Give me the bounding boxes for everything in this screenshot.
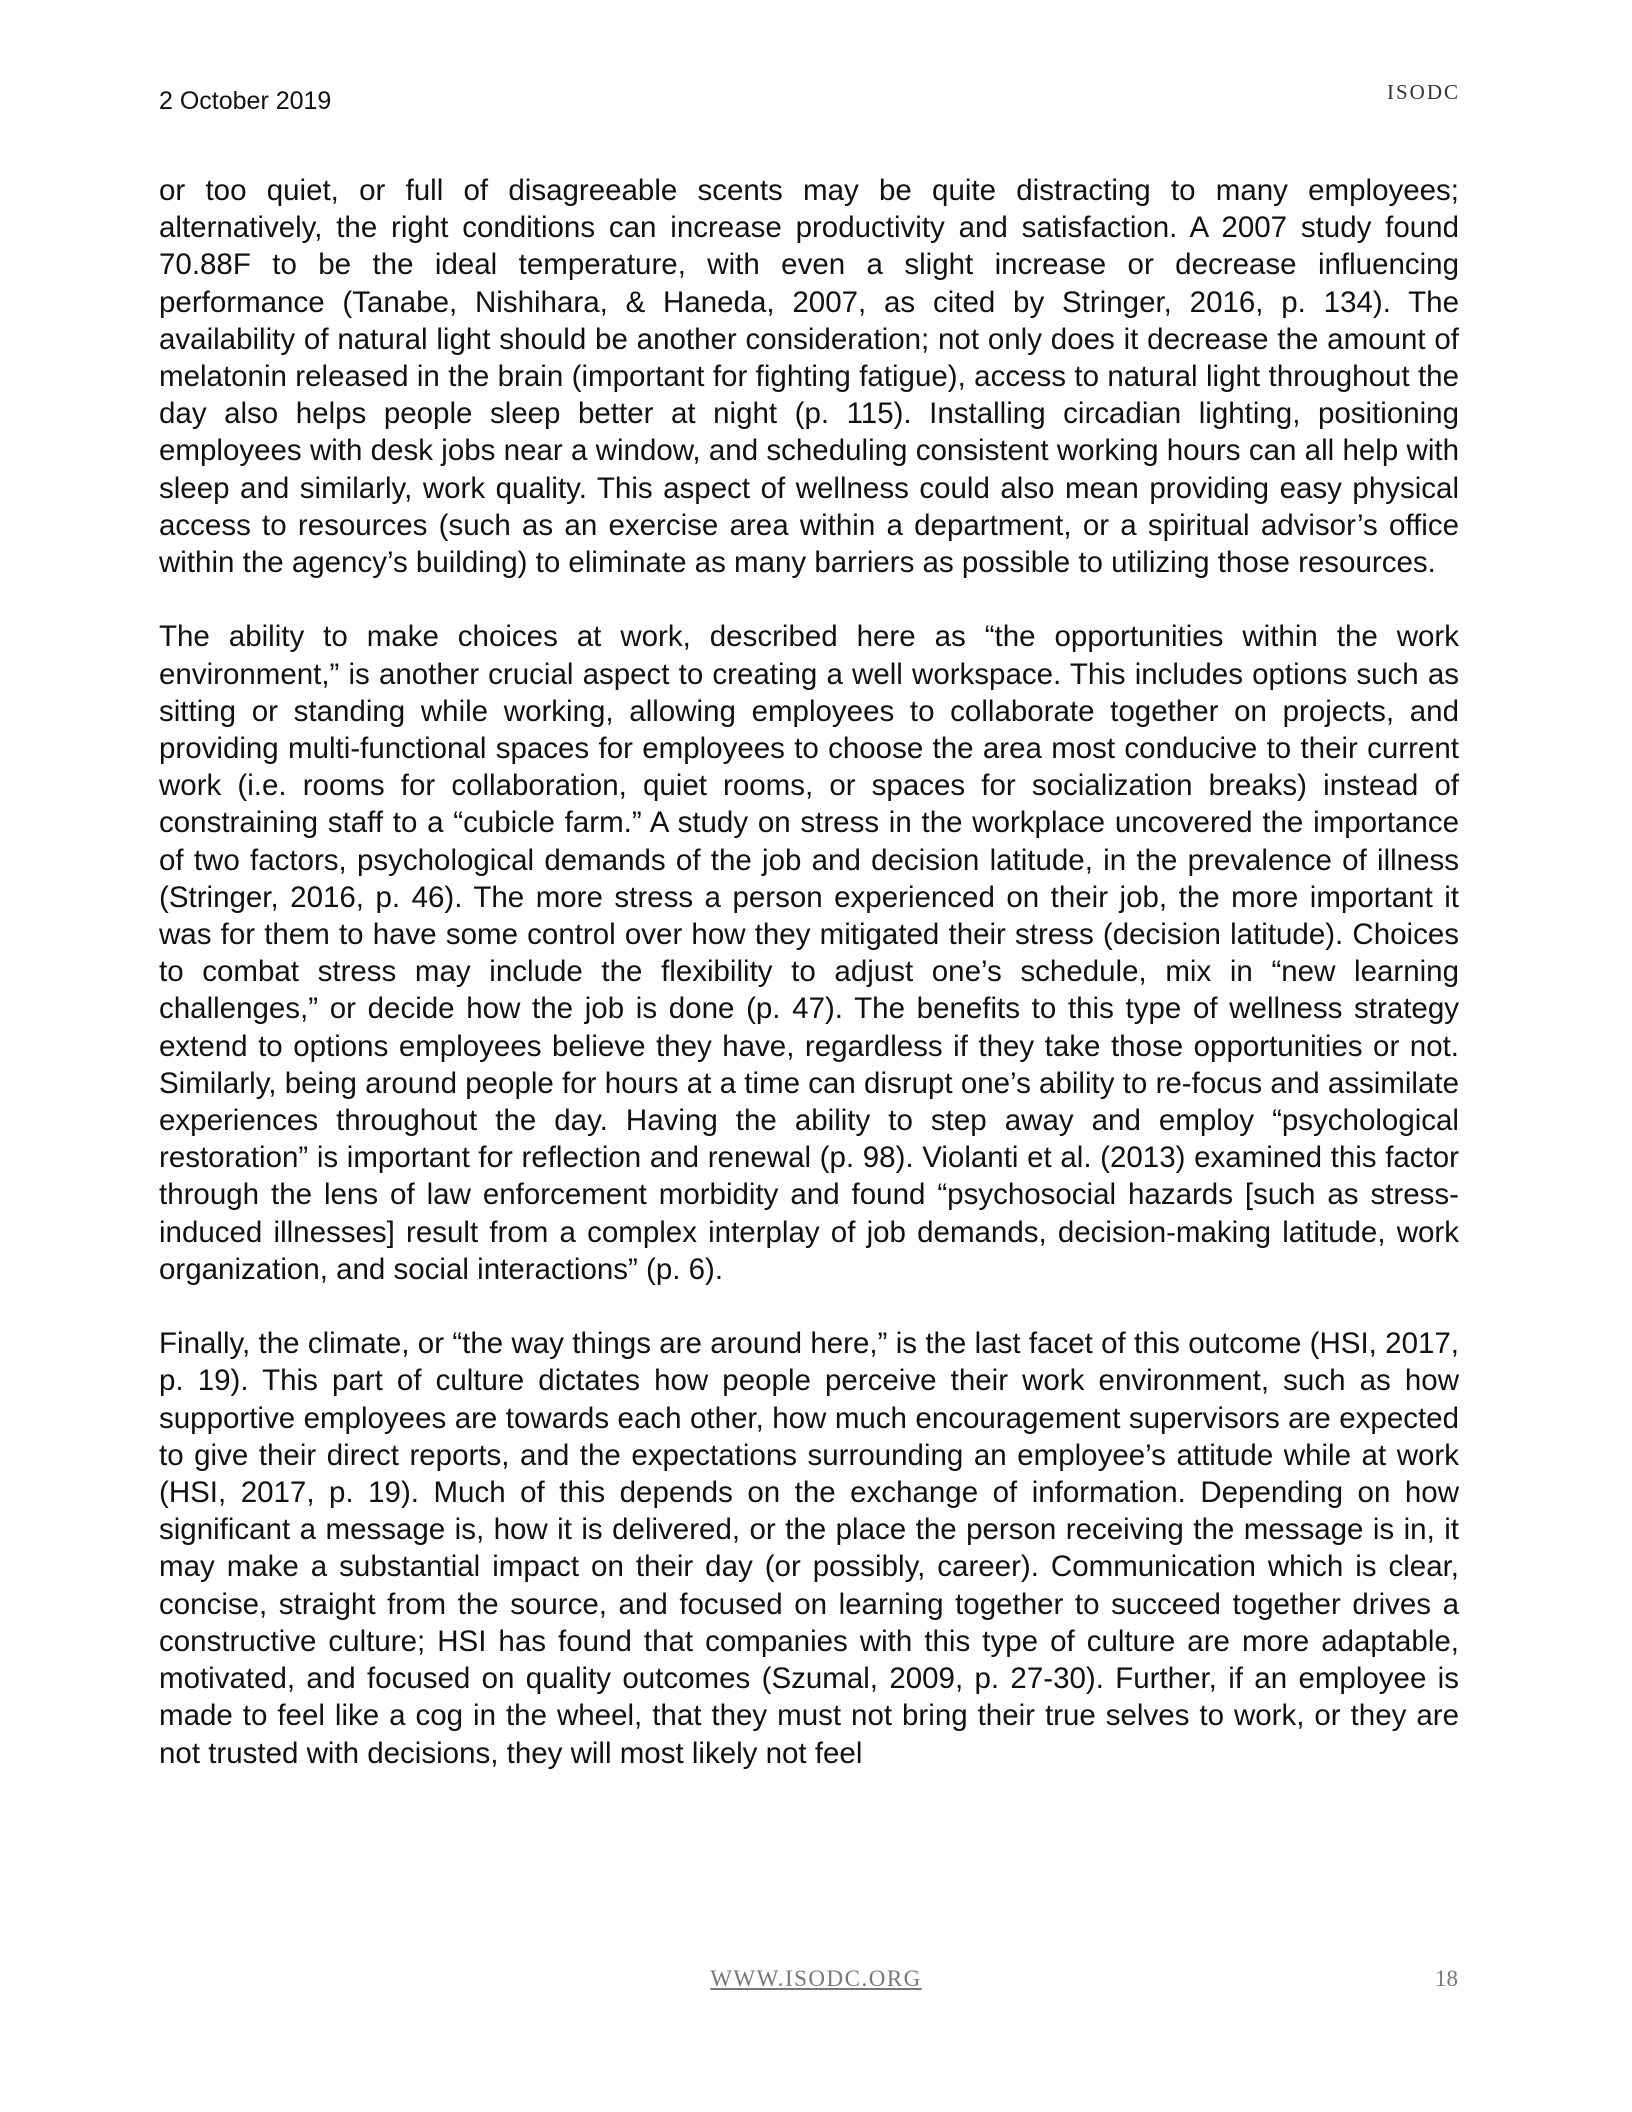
body-text xyxy=(159,172,1459,1772)
paragraph: Finally, the climate, or “the way things are around here,” is the last facet of this outcome (HSI, 2017, p. 19). This part of culture dictates how people perceive their work environment, such as how supportive employees are towards each other, how much encouragement supervisors are expected to give their direct reports, and the expectations surrounding an employee’s attitude while at work (HSI, 2017, p. 19). Much of this depends on the exchange of information. Depending on how significant a message is, how it is delivered, or the place the person receiving the message is in, it may make a substantial impact on their day (or possibly, career). Communication which is clear, concise, straight from the source, and focused on learning together to succeed together drives a constructive culture; HSI has found that companies with this type of culture are more adaptable, motivated, and focused on quality outcomes (Szumal, 2009, p. 27-30). Further, if an employee is made to feel like a cog in the wheel, that they must not bring their true selves to work, or they are not trusted with decisions, they will most likely not feel xyxy=(159,1327,1459,1770)
page-number: 18 xyxy=(1435,1966,1458,1991)
paragraph: The ability to make choices at work, described here as “the opportunities within the work environment,” is another crucial aspect to creating a well workspace. This includes options such as sitting or standing while working, allowing employees to collaborate together on projects, and providing multi-functional spaces for employees to choose the area most conducive to their current work (i.e. rooms for collaboration, quiet rooms, or spaces for socialization breaks) instead of constraining staff to a “cubicle farm.” A study on stress in the workplace uncovered the importance of two factors, psychological demands of the job and decision latitude, in the prevalence of illness (Stringer, 2016, p. 46). The more stress a person experienced on their job, the more important it was for them to have some control over how they mitigated their stress (decision latitude). Choices to combat stress may include the flexibility to adjust one’s schedule, mix in “new learning challenges,” or decide how the job is done (p. 47). The benefits to this type of wellness strategy extend to options employees believe they have, regardless if they take those opportunities or not. Similarly, being around people for hours at a time can disrupt one’s ability to re-focus and assimilate experiences throughout the day. Having the ability to step away and employ “psychological restoration” is important for reflection and renewal (p. 98). Violanti et al. (2013) examined this factor through the lens of law enforcement morbidity and found “psychosocial hazards [such as stress-induced illnesses] result from a complex interplay of job demands, decision-making latitude, work organization, and social interactions” (p. 6). xyxy=(159,620,1459,1286)
footer-website-link[interactable]: WWW.ISODC.ORG xyxy=(710,1966,922,1991)
header-date: 2 October 2019 xyxy=(159,87,332,115)
header-organization: ISODC xyxy=(1386,80,1460,104)
paragraph: or too quiet, or full of disagreeable scents may be quite distracting to many employees; alternatively, the right conditions can increase productivity and satisfaction. A 2007 study found 70.88F to be the ideal temperature, with even a slight increase or decrease influencing performance (Tanabe, Nishihara, & Haneda, 2007, as cited by Stringer, 2016, p. 134). The availability of natural light should be another consideration; not only does it decrease the amount of melatonin released in the brain (important for fighting fatigue), access to natural light throughout the day also helps people sleep better at night (p. 115). Installing circadian lighting, positioning employees with desk jobs near a window, and scheduling consistent working hours can all help with sleep and similarly, work quality. This aspect of wellness could also mean providing easy physical access to resources (such as an exercise area within a department, or a spiritual advisor’s office within the agency’s building) to eliminate as many barriers as possible to utilizing those resources. xyxy=(159,174,1459,580)
